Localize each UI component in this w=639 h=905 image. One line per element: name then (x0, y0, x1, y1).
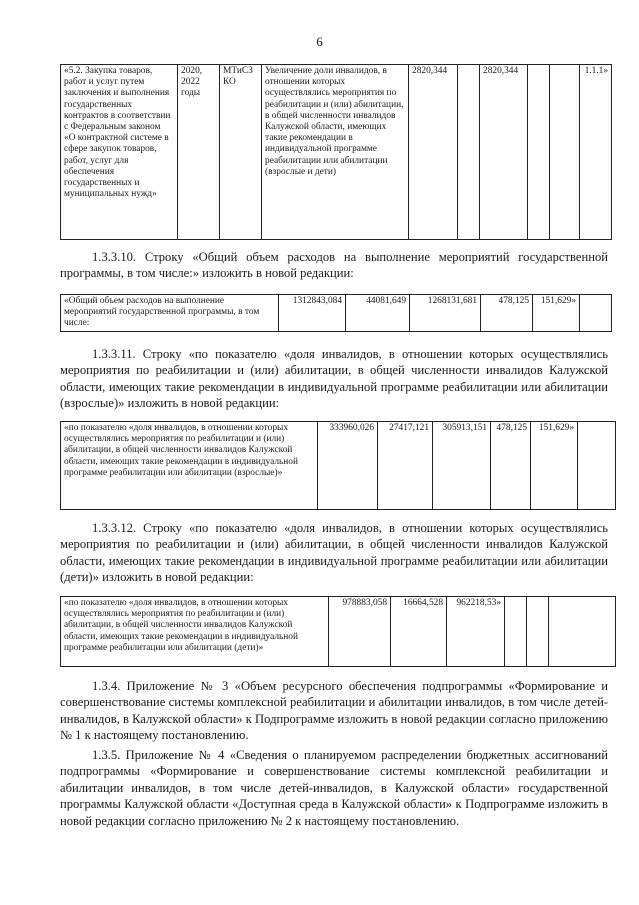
reference-cell: 1.1.1» (580, 65, 612, 240)
children-indicator-table (60, 596, 616, 667)
indicator-cell: Увеличение доли инвалидов, в отношении которых осуществлялись мероприятия по реабилитации и (или) абилитации, в общей численности инвалидов Калужской области, имеющих такие рекомендации в индивидуальной программе реабилитации или абилитации (взрослые и дети) (262, 65, 409, 240)
value-cell: 151,629» (533, 295, 580, 332)
value-cell (458, 65, 480, 240)
value-cell: 27417,121 (378, 422, 433, 510)
value-cell (549, 597, 616, 667)
table-row (61, 295, 612, 332)
value-cell (505, 597, 527, 667)
paragraph-1-3-5: 1.3.5. Приложение № 4 «Сведения о планируемом распределении бюджетных ассигнований подпрограммы «Формирование и совершенствование системы комплексной реабилитации и абилитации инвалидов, в том числе детей-инвалидов, в Калужской области» государственной программы Калужской области «Доступная среда в Калужской области» к Подпрограмме изложить в новой редакции согласно приложению № 2 к настоящему постановлению. (60, 748, 608, 828)
value-cell: 44081,649 (346, 295, 410, 332)
value-cell (528, 65, 550, 240)
value-cell (550, 65, 580, 240)
value-cell: 478,125 (491, 422, 531, 510)
page-number: 6 (316, 34, 323, 49)
paragraph-1-3-3-12: 1.3.3.12. Строку «по показателю «доля инвалидов, в отношении которых осуществлялись мероприятия по реабилитации и (или) абилитации, в общей численности инвалидов Калужской области, имеющих такие рекомендации в индивидуальной программе реабилитации или абилитации (дети)» изложить в новой редакции: (60, 521, 608, 585)
adults-indicator-table (60, 421, 616, 510)
measure-5-2-table (60, 64, 612, 240)
value-cell: 978883,058 (329, 597, 391, 667)
row-name-cell: «по показателю «доля инвалидов, в отношении которых осуществлялись мероприятия по реабилитации и (или) абилитации, в общей численности инвалидов Калужской области, имеющих такие рекомендации в индивидуальной программе реабилитации или абилитации (дети)» (61, 597, 329, 667)
value-cell: 962218,53» (447, 597, 505, 667)
value-cell: 1312843,084 (279, 295, 346, 332)
row-name-cell: «по показателю «доля инвалидов, в отношении которых осуществлялись мероприятия по реабилитации и (или) абилитации, в общей численности инвалидов Калужской области, имеющих такие рекомендации в индивидуальной программе реабилитации или абилитации (взрослые)» (61, 422, 318, 510)
value-cell: 478,125 (481, 295, 533, 332)
value-cell: 2820,344 (409, 65, 458, 240)
value-cell (527, 597, 549, 667)
table-row (61, 597, 616, 667)
paragraph-1-3-4: 1.3.4. Приложение № 3 «Объем ресурсного обеспечения подпрограммы «Формирование и совершенствование системы комплексной реабилитации и абилитации инвалидов, в том числе детей-инвалидов, в Калужской области» к Подпрограмме изложить в новой редакции согласно приложению № 1 к настоящему постановлению. (60, 679, 608, 743)
years-cell: 2020, 2022 годы (178, 65, 220, 240)
measure-name-cell: «5.2. Закупка товаров, работ и услуг путем заключения и выполнения государственных контрактов в соответствии с Федеральным законом «О контрактной системе в сфере закупок товаров, работ, услуг для обеспечения государственных и муниципальных нужд» (61, 65, 178, 240)
table-row (61, 65, 612, 240)
executor-cell: МТиСЗ КО (220, 65, 262, 240)
value-cell: 16664,528 (391, 597, 447, 667)
value-cell: 151,629» (531, 422, 578, 510)
table-row (61, 422, 616, 510)
total-expenses-table (60, 294, 612, 332)
value-cell (578, 422, 616, 510)
row-name-cell: «Общий объем расходов на выполнение мероприятий государственной программы, в том числе: (61, 295, 279, 332)
value-cell: 1268131,681 (410, 295, 481, 332)
paragraph-1-3-3-11: 1.3.3.11. Строку «по показателю «доля инвалидов, в отношении которых осуществлялись мероприятия по реабилитации и (или) абилитации, в общей численности инвалидов Калужской области, имеющих такие рекомендации в индивидуальной программе реабилитации или абилитации (взрослые)» изложить в новой редакции: (60, 347, 608, 411)
value-cell: 333960,026 (318, 422, 378, 510)
value-cell: 2820,344 (480, 65, 528, 240)
value-cell (580, 295, 612, 332)
value-cell: 305913,151 (433, 422, 491, 510)
paragraph-1-3-3-10: 1.3.3.10. Строку «Общий объем расходов на выполнение мероприятий государственной программы, в том числе:» изложить в новой редакции: (60, 250, 608, 281)
